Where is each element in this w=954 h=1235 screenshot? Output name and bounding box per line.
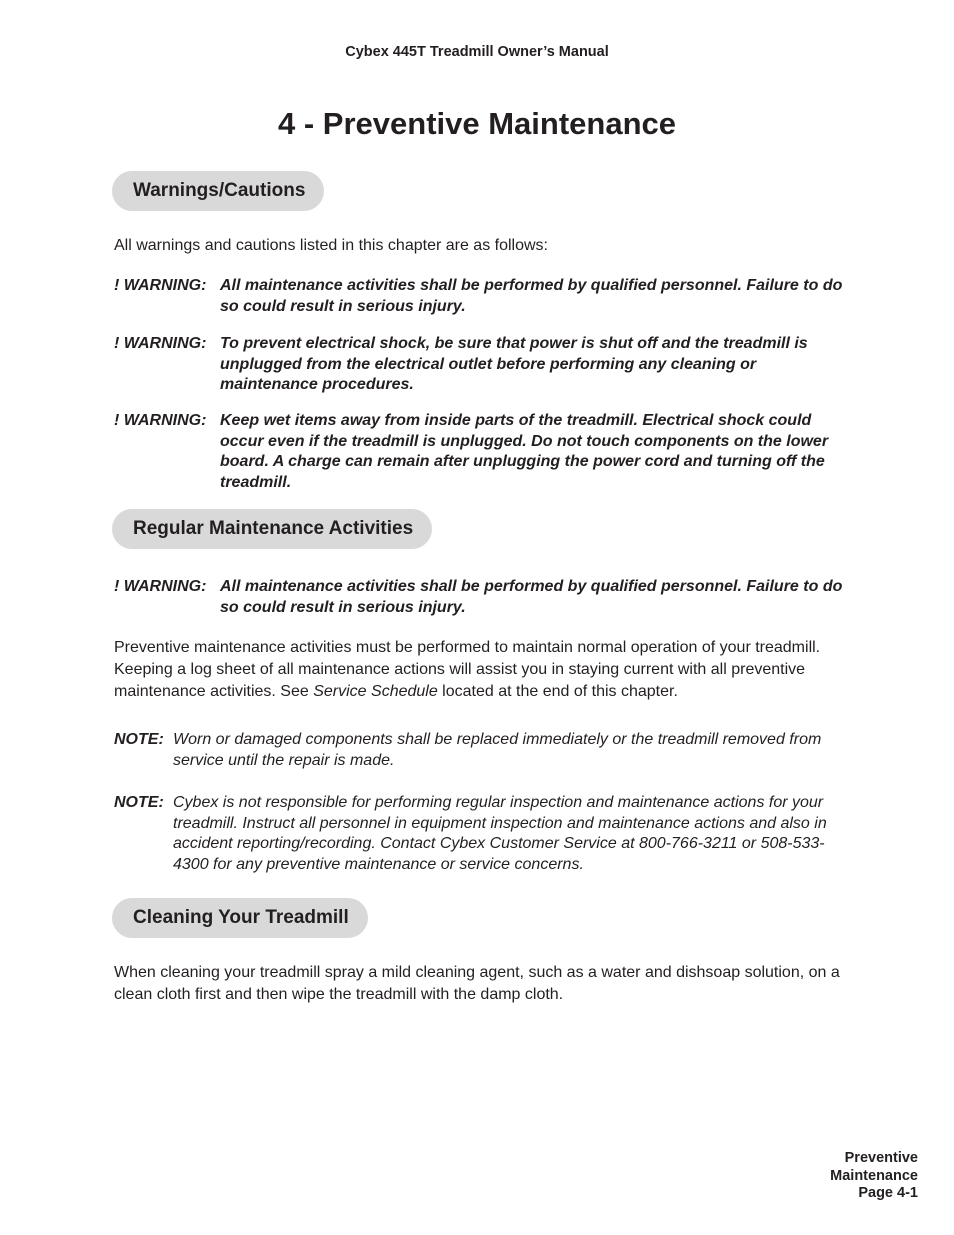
running-header: Cybex 445T Treadmill Owner’s Manual xyxy=(345,44,609,60)
warning-block xyxy=(114,334,854,396)
warning-text: Keep wet items away from inside parts of the treadmill. Electrical shock could occur even if the treadmill is unplugged. Do not touch components on the lower board. A charge can remain after unplugging the power cord and turning off the treadmill. xyxy=(220,412,829,491)
warning-block xyxy=(114,276,854,317)
note-text: Worn or damaged components shall be replaced immediately or the treadmill removed from service until the repair is made. xyxy=(173,731,822,769)
chapter-title: 4 - Preventive Maintenance xyxy=(278,106,676,141)
note-block xyxy=(114,793,854,875)
warning-label: ! WARNING: xyxy=(114,335,207,352)
page-footer xyxy=(830,1150,918,1203)
paragraph-text-start: Preventive maintenance activities must be performed to maintain normal operation of your treadmill. Keeping a log sheet of all maintenance actions will assist you in staying current with all preventive maintenance activities. See xyxy=(114,639,821,700)
warning-block xyxy=(114,411,854,493)
cleaning-paragraph: When cleaning your treadmill spray a mild cleaning agent, such as a water and dishsoap solution, on a clean cloth first and then wipe the treadmill with the damp cloth. xyxy=(114,964,840,1003)
note-block xyxy=(114,730,854,771)
warnings-intro: All warnings and cautions listed in this chapter are as follows: xyxy=(114,237,548,254)
warning-label: ! WARNING: xyxy=(114,578,207,595)
warning-text: To prevent electrical shock, be sure that power is shut off and the treadmill is unplugged from the electrical outlet before performing any cleaning or maintenance procedures. xyxy=(220,335,808,393)
warning-block xyxy=(114,577,854,618)
warning-text: All maintenance activities shall be performed by qualified personnel. Failure to do so could result in serious injury. xyxy=(220,277,843,315)
warning-label: ! WARNING: xyxy=(114,412,207,429)
section-heading-cleaning: Cleaning Your Treadmill xyxy=(112,898,368,938)
note-label: NOTE: xyxy=(114,794,164,811)
note-label: NOTE: xyxy=(114,731,164,748)
paragraph-text-end: located at the end of this chapter. xyxy=(437,683,678,700)
footer-section-name-cont: Maintenance xyxy=(830,1167,918,1184)
footer-section-name: Preventive xyxy=(844,1150,918,1166)
note-text: Cybex is not responsible for performing regular inspection and maintenance actions for your treadmill. Instruct all personnel in equipment inspection and maintenance actions and also in accident reporting/recording. Contact Cybex Customer Service at 800-766-3211 or 508-533-4300 for any preventive maintenance or service concerns. xyxy=(173,794,827,873)
section-heading-regular-maintenance: Regular Maintenance Activities xyxy=(112,509,432,549)
maintenance-paragraph xyxy=(114,637,854,703)
service-schedule-reference: Service Schedule xyxy=(313,683,438,700)
warning-label: ! WARNING: xyxy=(114,277,207,294)
section-heading-warnings: Warnings/Cautions xyxy=(112,171,324,211)
page-number: Page 4-1 xyxy=(858,1185,918,1201)
warning-text: All maintenance activities shall be performed by qualified personnel. Failure to do so could result in serious injury. xyxy=(220,578,843,616)
